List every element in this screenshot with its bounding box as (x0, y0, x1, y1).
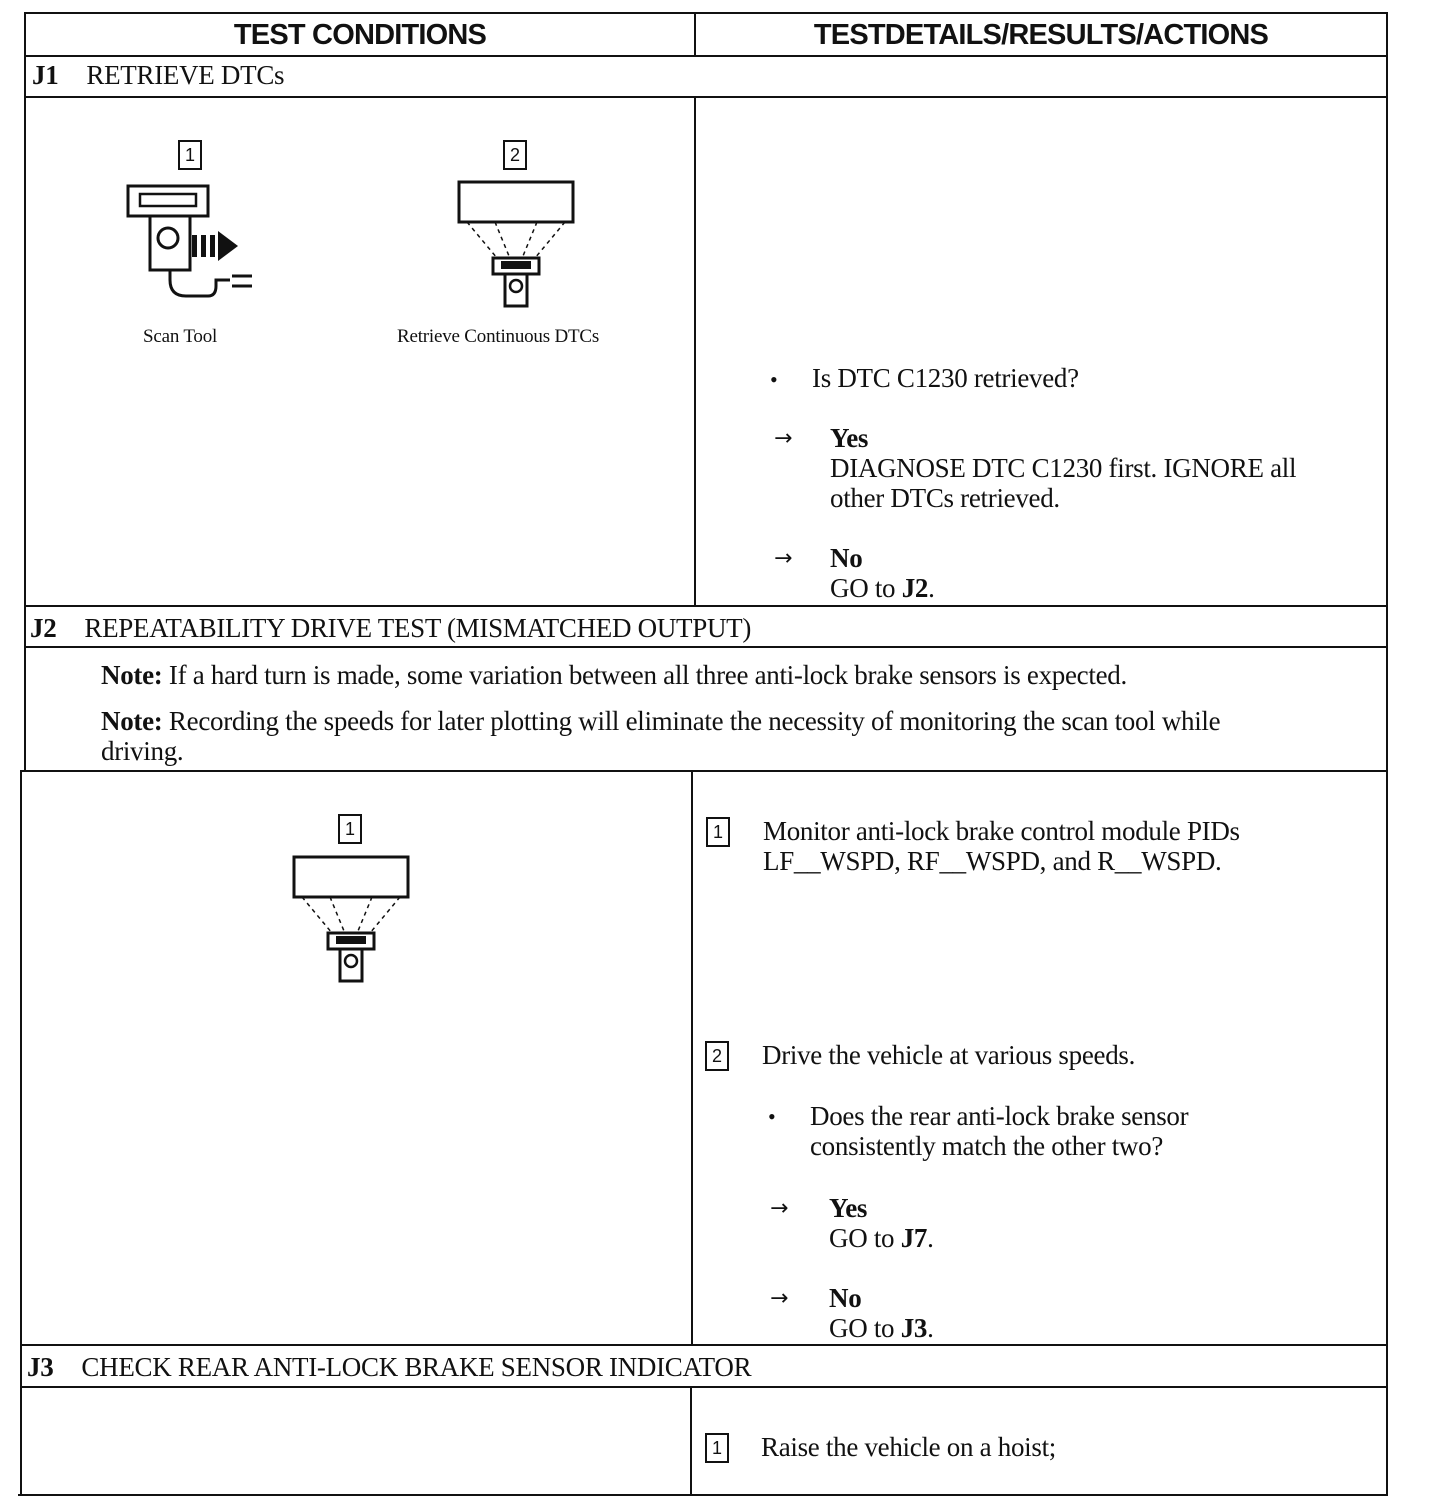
j2-note-1-label: Note: (101, 660, 163, 690)
j1-no-action-suffix: . (928, 573, 935, 603)
j2-note-2-text: Recording the speeds for later plotting will eliminate the necessity of monitoring the scan tool while (168, 706, 1221, 736)
j2-title-text: REPEATABILITY DRIVE TEST (MISMATCHED OUTPUT) (84, 613, 752, 643)
j2-column-divider (691, 770, 693, 1346)
j2-step-2-number: 2 (705, 1041, 729, 1071)
j2-yes-action-prefix: GO to (829, 1223, 901, 1253)
j2-no-action (829, 1313, 934, 1343)
j3-column-divider (690, 1386, 692, 1496)
j1-step-title (32, 60, 284, 91)
j3-step-1-number: 1 (705, 1433, 729, 1463)
j2-yes-action-link[interactable]: J7 (900, 1223, 928, 1253)
retrieve-dtc-icon (455, 178, 580, 313)
j2-yes-action-suffix: . (927, 1223, 934, 1253)
table-left-border-lower (20, 770, 22, 1496)
j2-note-2-line1 (101, 706, 1220, 736)
j3-step-id: J3 (27, 1352, 54, 1382)
j1-title-text: RETRIEVE DTCs (86, 60, 285, 90)
j2-question-line1: Does the rear anti-lock brake sensor (810, 1101, 1189, 1131)
j2-step-title (30, 613, 751, 644)
j1-no-arrow: → (774, 546, 793, 571)
table-left-border (24, 12, 26, 772)
j1-yes-action-line2: other DTCs retrieved. (830, 483, 1060, 513)
j1-column-divider (694, 96, 696, 607)
j2-note-2-line2: driving. (101, 736, 184, 766)
j1-figure-2-caption: Retrieve Continuous DTCs (397, 326, 600, 347)
j2-note-2-label: Note: (101, 706, 163, 736)
j2-bottom-border (20, 1344, 1388, 1346)
j1-figure-1-caption: Scan Tool (143, 326, 218, 347)
j1-no-label: No (830, 543, 863, 573)
j1-question-bullet: • (770, 367, 778, 392)
table-bottom-border (18, 1494, 1388, 1496)
j2-step-1-number: 1 (706, 817, 730, 847)
j2-yes-arrow: → (770, 1196, 789, 1221)
j3-step-title (27, 1352, 751, 1383)
j1-figure-2-number: 2 (503, 140, 527, 170)
j1-yes-arrow: → (774, 426, 793, 451)
j2-no-arrow: → (770, 1286, 789, 1311)
j2-yes-action (829, 1223, 934, 1253)
j2-no-label: No (829, 1283, 862, 1313)
j2-figure-number: 1 (338, 814, 362, 844)
j2-no-action-link[interactable]: J3 (900, 1313, 928, 1343)
scan-tool-icon (120, 180, 260, 305)
j2-no-action-prefix: GO to (829, 1313, 901, 1343)
header-test-details: TESTDETAILS/RESULTS/ACTIONS (813, 18, 1269, 51)
j2-no-action-suffix: . (927, 1313, 934, 1343)
j2-note-1-text: If a hard turn is made, some variation between all three anti-lock brake sensors is expected. (168, 660, 1127, 690)
table-right-border (1386, 12, 1388, 1496)
j2-note-1 (101, 660, 1127, 690)
j1-bottom-border (24, 605, 1388, 607)
j2-yes-label: Yes (829, 1193, 868, 1223)
j1-yes-action-line1: DIAGNOSE DTC C1230 first. IGNORE all (830, 453, 1297, 483)
j2-step-1-line1: Monitor anti-lock brake control module PIDs (763, 816, 1240, 846)
j2-question-bullet: • (768, 1104, 776, 1129)
j1-step-id: J1 (32, 60, 59, 90)
j3-title-bottom-border (20, 1386, 1388, 1388)
j2-title-bottom-border (24, 646, 1388, 648)
j2-step-id: J2 (30, 613, 57, 643)
j2-note-bottom-border (22, 770, 1388, 772)
j1-figure-1-number: 1 (178, 140, 202, 170)
header-test-conditions: TEST CONDITIONS (233, 18, 487, 51)
monitor-pid-icon (290, 853, 415, 988)
j1-no-action-prefix: GO to (830, 573, 902, 603)
j3-title-text: CHECK REAR ANTI-LOCK BRAKE SENSOR INDICATOR (81, 1352, 752, 1382)
j1-yes-label: Yes (830, 423, 869, 453)
j2-step-1-line2: LF__WSPD, RF__WSPD, and R__WSPD. (763, 846, 1222, 876)
j2-step-2-text: Drive the vehicle at various speeds. (762, 1040, 1136, 1070)
j1-question: Is DTC C1230 retrieved? (812, 363, 1079, 393)
j1-no-action-link[interactable]: J2 (901, 573, 929, 603)
j2-question-line2: consistently match the other two? (810, 1131, 1164, 1161)
j3-step-1-text: Raise the vehicle on a hoist; (761, 1432, 1056, 1462)
j1-no-action (830, 573, 935, 603)
j1-title-bottom-border (26, 96, 1388, 98)
